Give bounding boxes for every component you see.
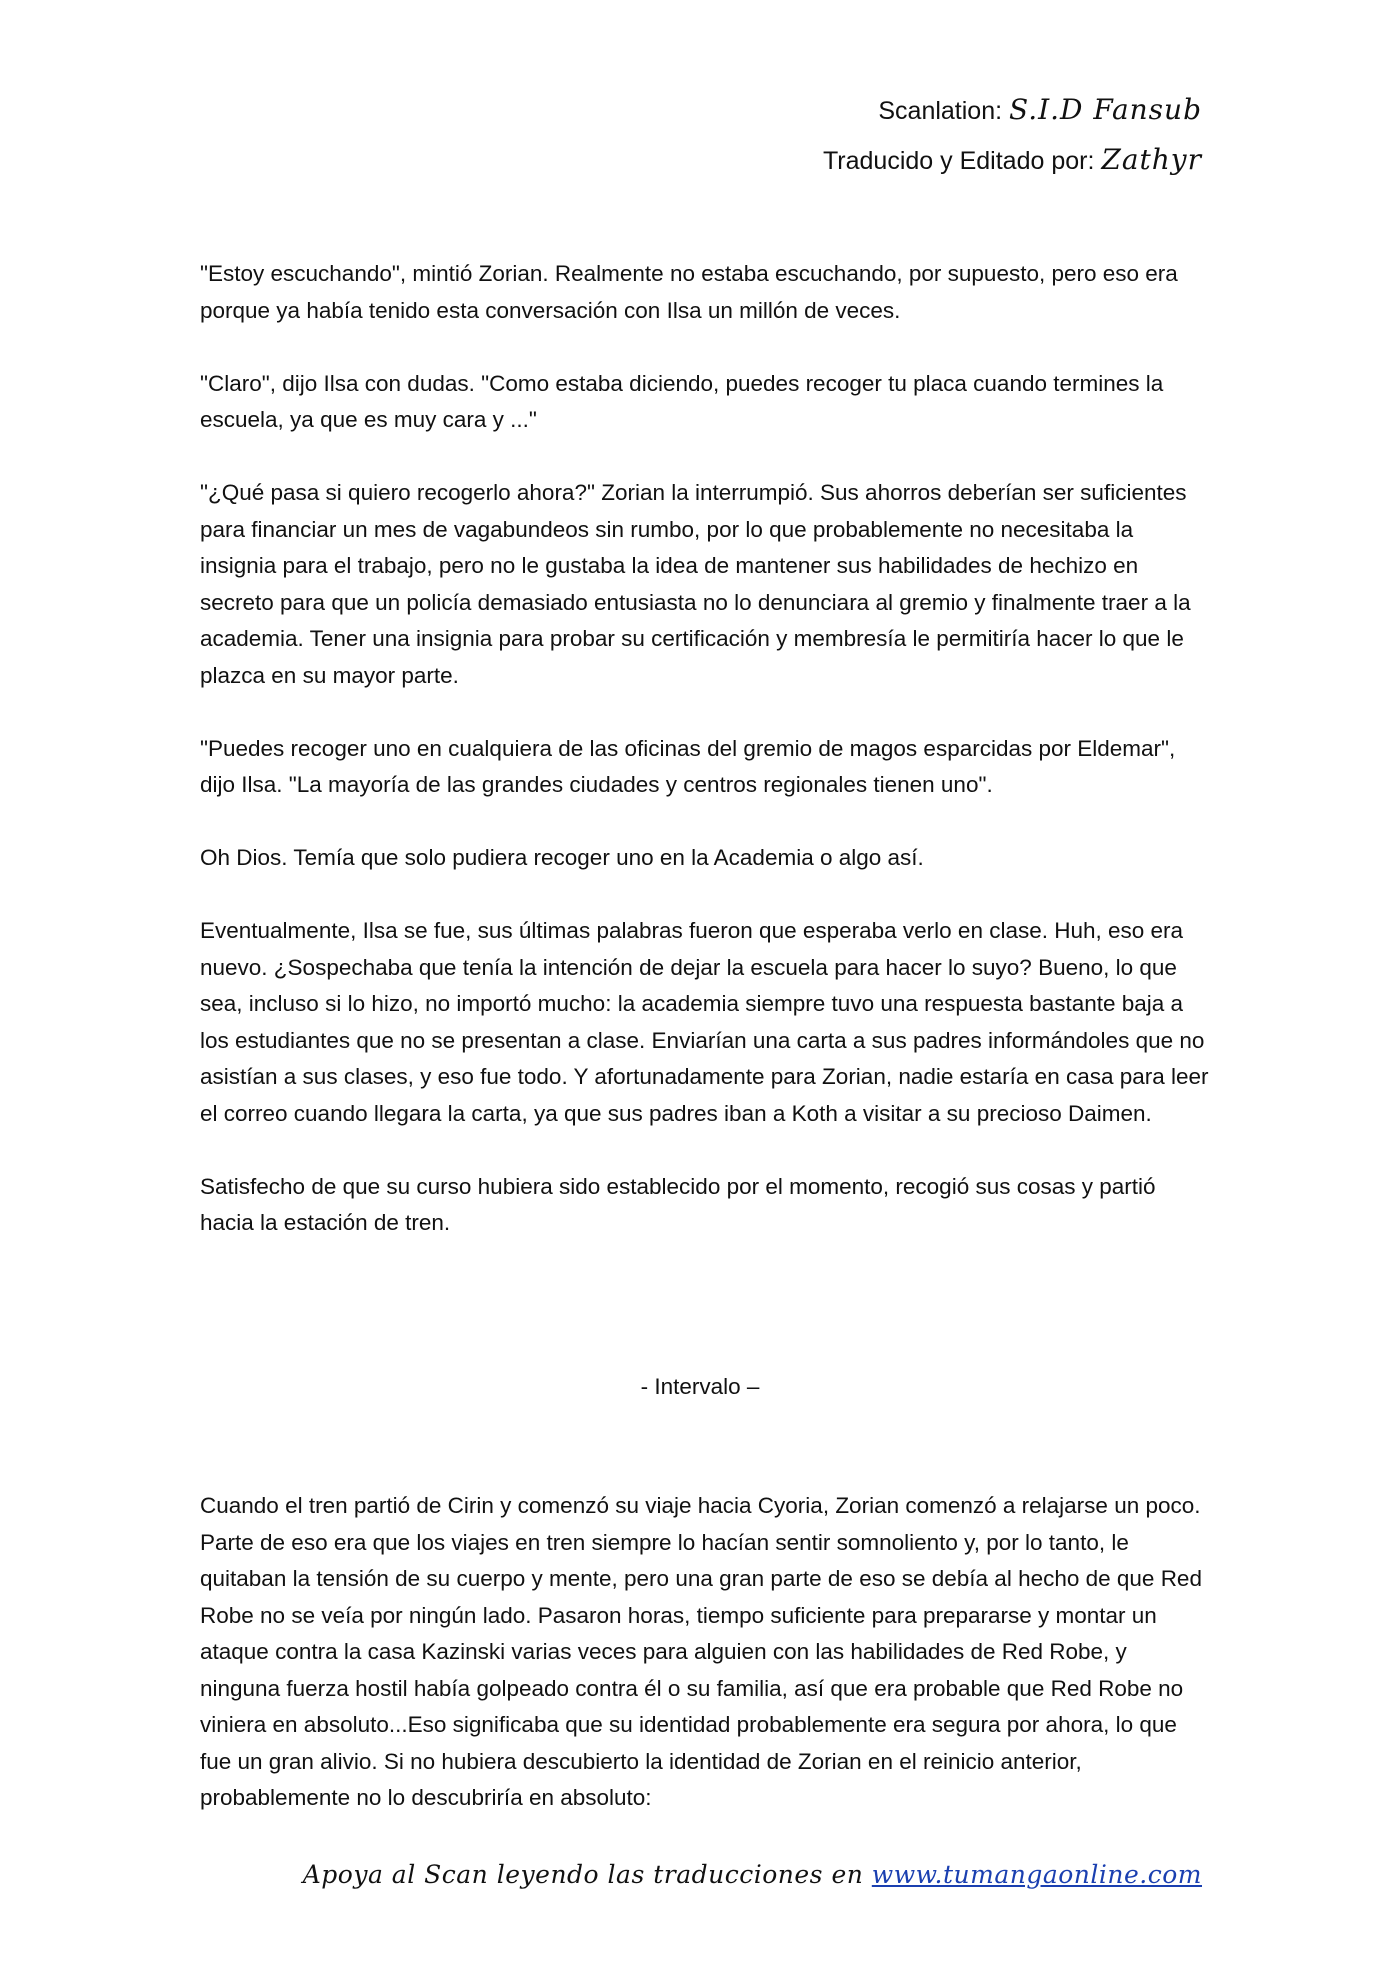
paragraph: "Puedes recoger uno en cualquiera de las oficinas del gremio de magos esparcidas por Eldemar", dijo Ilsa. "La mayoría de las grandes ciudades y centros regionales tienen uno".: [200, 735, 1176, 797]
body-text-part-1: [200, 256, 1210, 1278]
footer-note: [303, 1860, 1202, 1889]
editor-label: Traducido y Editado por:: [822, 147, 1095, 175]
paragraph: Satisfecho de que su curso hubiera sido establecido por el momento, recogió sus cosas y partió hacia la estación de tren.: [200, 1173, 1156, 1235]
footer-text: Apoya al Scan leyendo las traducciones en: [302, 1860, 864, 1889]
paragraph: Oh Dios. Temía que solo pudiera recoger uno en la Academia o algo así.: [200, 845, 924, 870]
paragraph: Cuando el tren partió de Cirin y comenzó su viaje hacia Cyoria, Zorian comenzó a relajarse un poco. Parte de eso era que los viajes en tren siempre lo hacían sentir somnoliento y, por lo tanto, le quitaban la tensión de su cuerpo y mente, pero una gran parte de eso se debía al hecho de que Red Robe no se veía por ningún lado. Pasaron horas, tiempo suficiente para prepararse y montar un ataque contra la casa Kazinski varias veces para alguien con las habilidades de Red Robe, y ninguna fuerza hostil había golpeado contra él o su familia, así que era probable que Red Robe no viniera en absoluto...Eso significaba que su identidad probablemente era segura por ahora, lo que fue un gran alivio. Si no hubiera descubierto la identidad de Zorian en el reinicio anterior, probablemente no lo descubriría en absoluto:: [200, 1493, 1202, 1810]
scanlation-group: S.I.D Fansub: [1009, 93, 1202, 126]
footer-link[interactable]: www.tumangaonline.com: [871, 1860, 1202, 1889]
credits-header: [823, 88, 1202, 188]
body-text-part-2: [200, 1488, 1210, 1853]
scanlation-credit: [823, 88, 1202, 138]
editor-credit: [823, 138, 1202, 188]
scanlation-label: Scanlation:: [878, 97, 1003, 125]
paragraph: "Claro", dijo Ilsa con dudas. "Como estaba diciendo, puedes recoger tu placa cuando termines la escuela, ya que es muy cara y ...": [200, 370, 1164, 432]
section-break: - Intervalo –: [640, 1374, 760, 1399]
paragraph: "Estoy escuchando", mintió Zorian. Realmente no estaba escuchando, por supuesto, pero eso era porque ya había tenido esta conversación con Ilsa un millón de veces.: [200, 261, 1178, 323]
editor-name: Zathyr: [1101, 143, 1202, 176]
paragraph: "¿Qué pasa si quiero recogerlo ahora?" Zorian la interrumpió. Sus ahorros deberían ser suficientes para financiar un mes de vagabundeos sin rumbo, por lo que probablemente no necesitaba la insignia para el trabajo, pero no le gustaba la idea de mantener sus habilidades de hechizo en secreto para que un policía demasiado entusiasta no lo denunciara al gremio y finalmente traer a la academia. Tener una insignia para probar su certificación y membresía le permitiría hacer lo que le plazca en su mayor parte.: [200, 480, 1191, 688]
paragraph: Eventualmente, Ilsa se fue, sus últimas palabras fueron que esperaba verlo en clase. Huh, eso era nuevo. ¿Sospechaba que tenía la intención de dejar la escuela para hacer lo suyo? Bueno, lo que sea, incluso si lo hizo, no importó mucho: la academia siempre tuvo una respuesta bastante baja a los estudiantes que no se presentan a clase. Enviarían una carta a sus padres informándoles que no asistían a sus clases, y eso fue todo. Y afortunadamente para Zorian, nadie estaría en casa para leer el correo cuando llegara la carta, ya que sus padres iban a Koth a visitar a su precioso Daimen.: [200, 918, 1209, 1126]
